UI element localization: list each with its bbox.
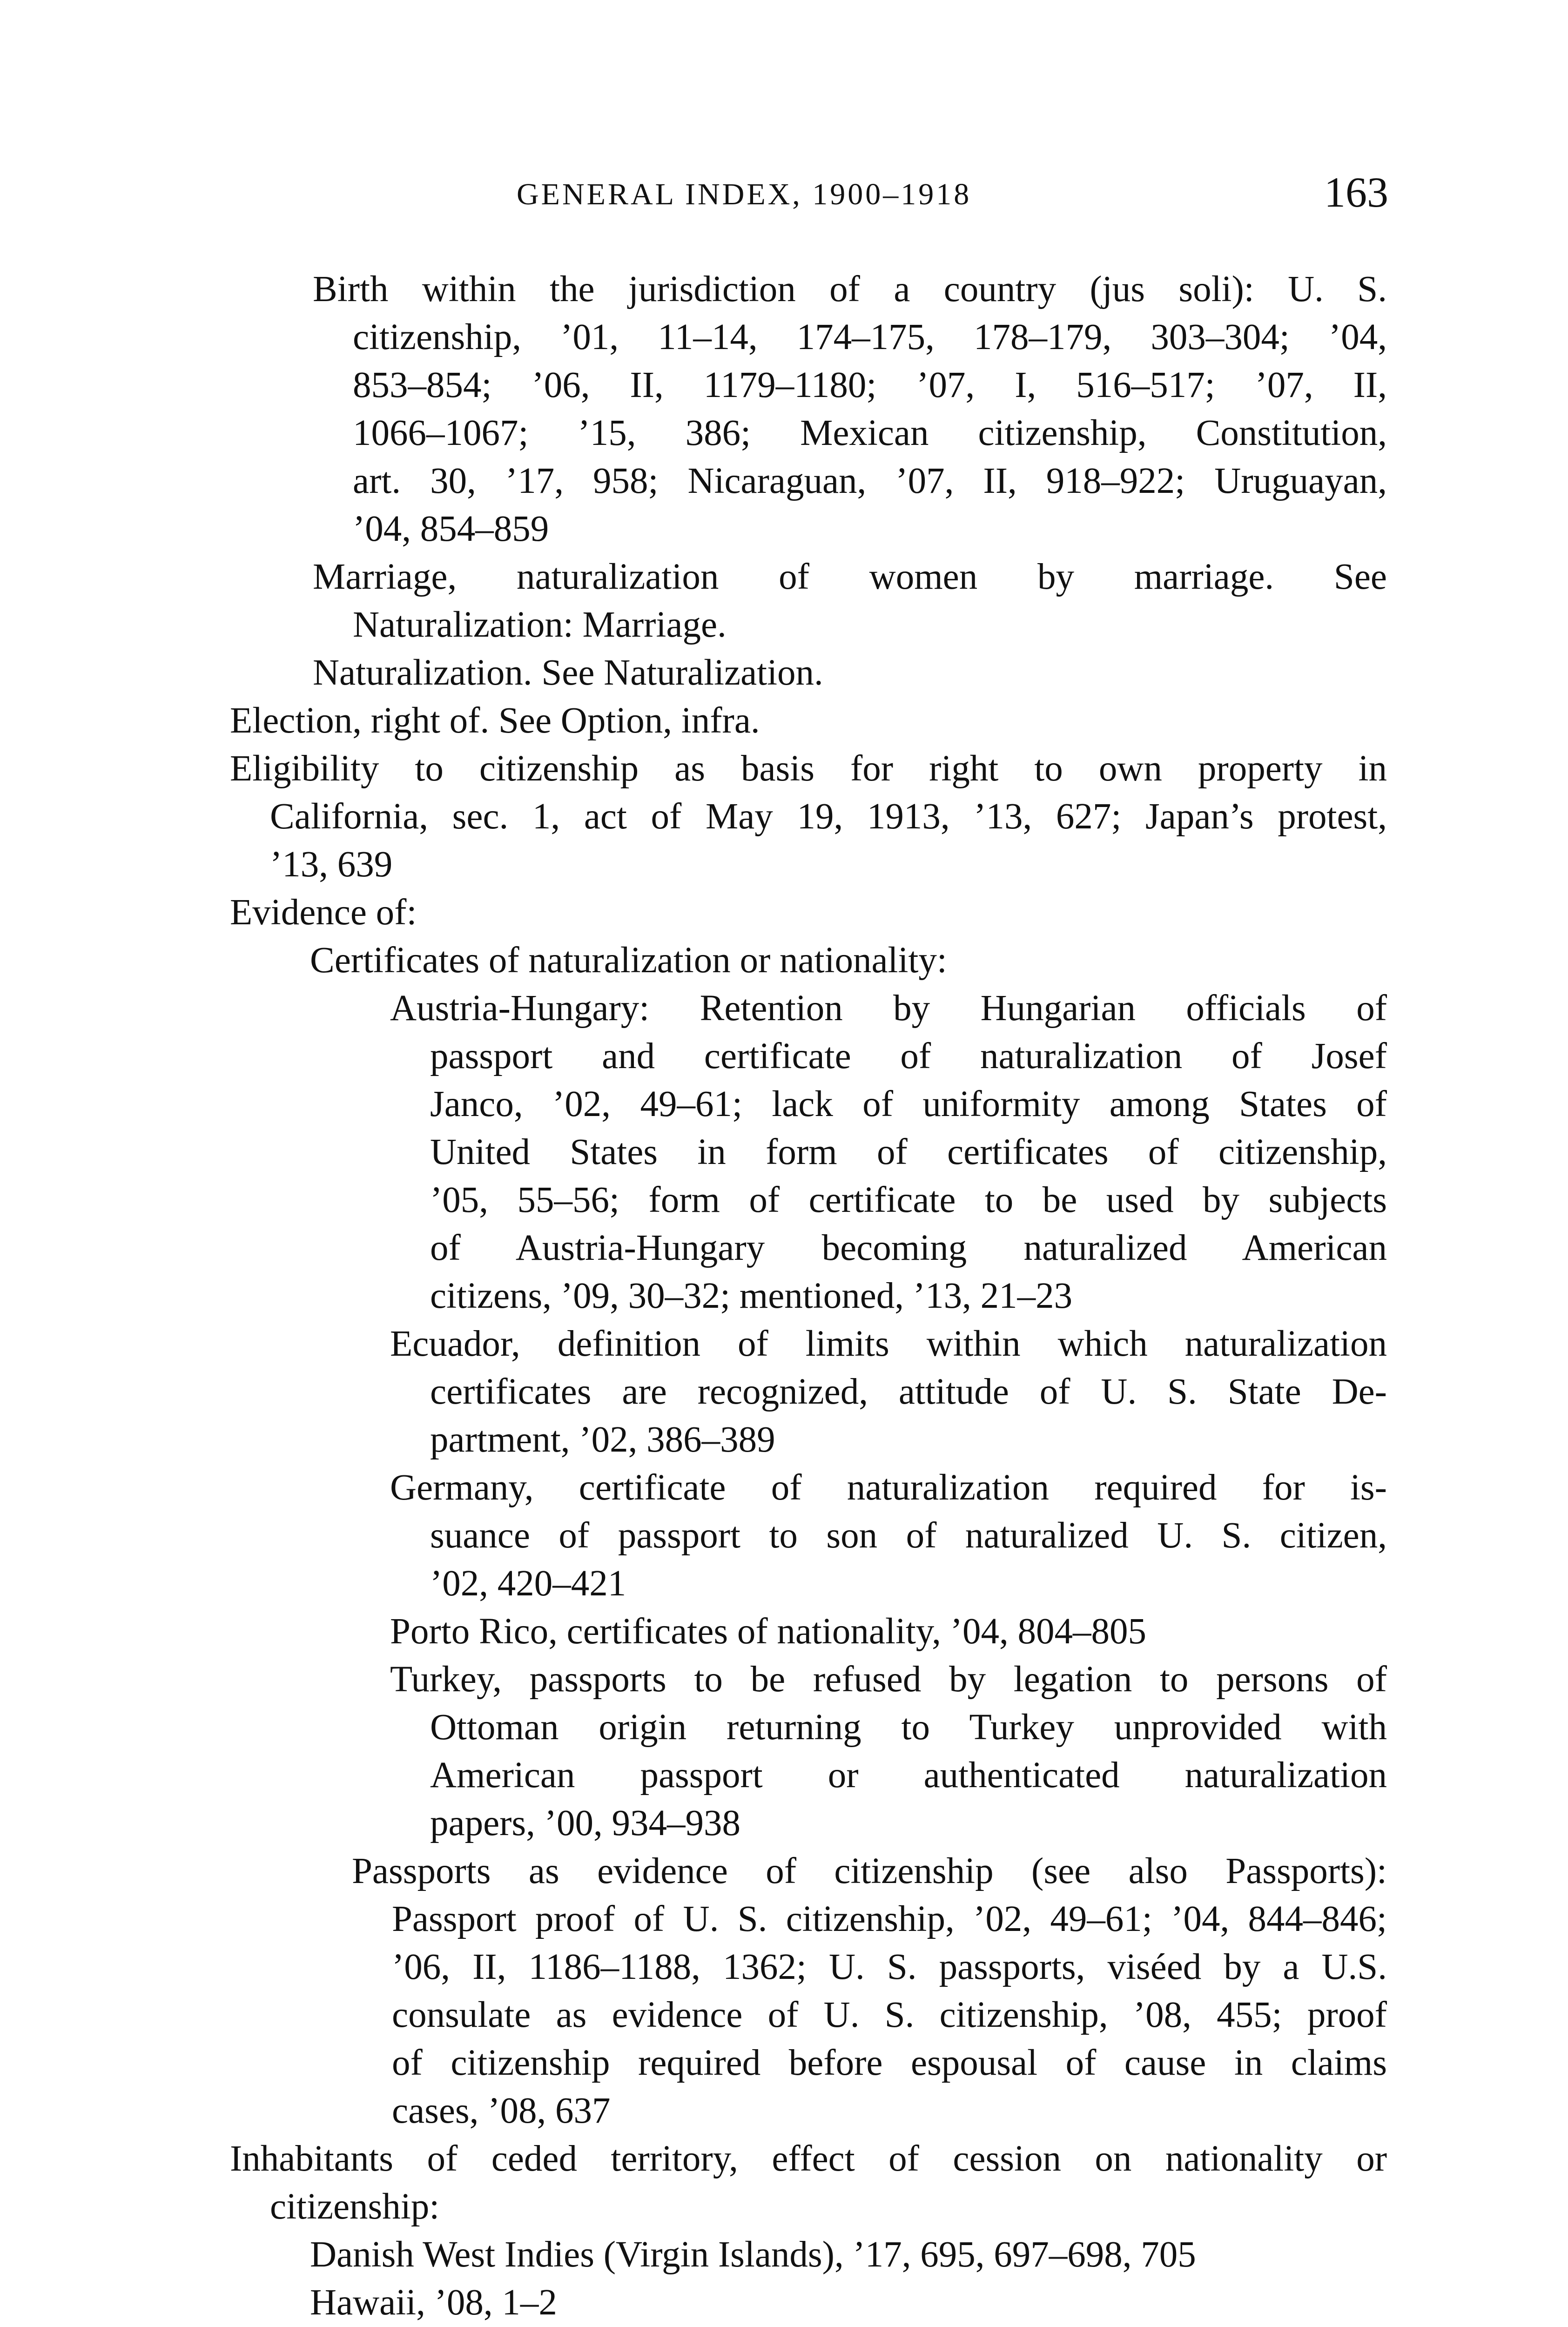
index-line: Election, right of. See Option, infra. [230,700,760,741]
index-line: Danish West Indies (Virgin Islands), ’17, 695, 697–698, 705 [310,2234,1196,2275]
index-line: Passport proof of U. S. citizenship, ’02, 49–61; ’04, 844–846; [392,1899,1387,1939]
index-line: suance of passport to son of naturalized U. S. citizen, [430,1515,1387,1556]
page-number: 163 [1324,168,1388,216]
index-line: Naturalization. See Naturalization. [313,652,823,693]
index-line: ’02, 420–421 [430,1563,626,1604]
running-head: GENERAL INDEX, 1900–1918 [517,177,972,211]
index-line: ’04, 854–859 [353,509,549,549]
index-line: ’06, II, 1186–1188, 1362; U. S. passports, viséed by a U.S. [392,1947,1387,1987]
index-line: partment, ’02, 386–389 [430,1419,775,1460]
index-line: 853–854; ’06, II, 1179–1180; ’07, I, 516–517; ’07, II, [353,365,1387,405]
index-line: Marriage, naturalization of women by marriage. See [313,557,1387,597]
index-line: passport and certificate of naturalization of Josef [430,1036,1387,1076]
index-line: Ottoman origin returning to Turkey unprovided with [430,1707,1387,1748]
index-line: consulate as evidence of U. S. citizenship, ’08, 455; proof [392,1995,1387,2035]
index-line: Birth within the jurisdiction of a country (jus soli): U. S. [313,269,1387,309]
index-line: American passport or authenticated naturalization [430,1755,1387,1796]
index-line: Passports as evidence of citizenship (see also Passports): [352,1851,1387,1891]
index-line: art. 30, ’17, 958; Nicaraguan, ’07, II, 918–922; Uruguayan, [353,461,1387,501]
index-line: Porto Rico, certificates of nationality, ’04, 804–805 [390,1611,1146,1652]
index-line: Germany, certificate of naturalization required for is- [390,1467,1387,1508]
index-line: ’13, 639 [270,844,393,885]
index-line: Naturalization: Marriage. [353,605,727,645]
index-line: Austria-Hungary: Retention by Hungarian officials of [390,988,1387,1029]
index-line: 1066–1067; ’15, 386; Mexican citizenship, Constitution, [353,413,1387,453]
index-line: Evidence of: [230,892,417,933]
index-line: ’05, 55–56; form of certificate to be used by subjects [430,1180,1387,1220]
index-line: Janco, ’02, 49–61; lack of uniformity among States of [430,1084,1387,1124]
index-line: Inhabitants of ceded territory, effect of cession on nationality or [230,2139,1387,2179]
index-line: United States in form of certificates of citizenship, [430,1132,1387,1172]
index-line: Ecuador, definition of limits within which naturalization [390,1324,1387,1364]
index-line: citizens, ’09, 30–32; mentioned, ’13, 21–23 [430,1276,1073,1316]
index-line: of citizenship required before espousal of cause in claims [392,2043,1387,2083]
index-line: Eligibility to citizenship as basis for right to own property in [230,748,1387,789]
index-line: of Austria-Hungary becoming naturalized American [430,1228,1387,1268]
index-line: cases, ’08, 637 [392,2091,611,2131]
index-line: certificates are recognized, attitude of U. S. State De- [430,1372,1387,1412]
index-line: Certificates of naturalization or nationality: [310,940,947,981]
index-line: California, sec. 1, act of May 19, 1913, ’13, 627; Japan’s protest, [270,796,1387,837]
index-line: papers, ’00, 934–938 [430,1803,740,1843]
index-line: citizenship, ’01, 11–14, 174–175, 178–179, 303–304; ’04, [353,317,1387,357]
index-line: Hawaii, ’08, 1–2 [310,2282,557,2323]
index-line: Turkey, passports to be refused by legation to persons of [390,1659,1387,1700]
index-line: citizenship: [270,2186,440,2227]
